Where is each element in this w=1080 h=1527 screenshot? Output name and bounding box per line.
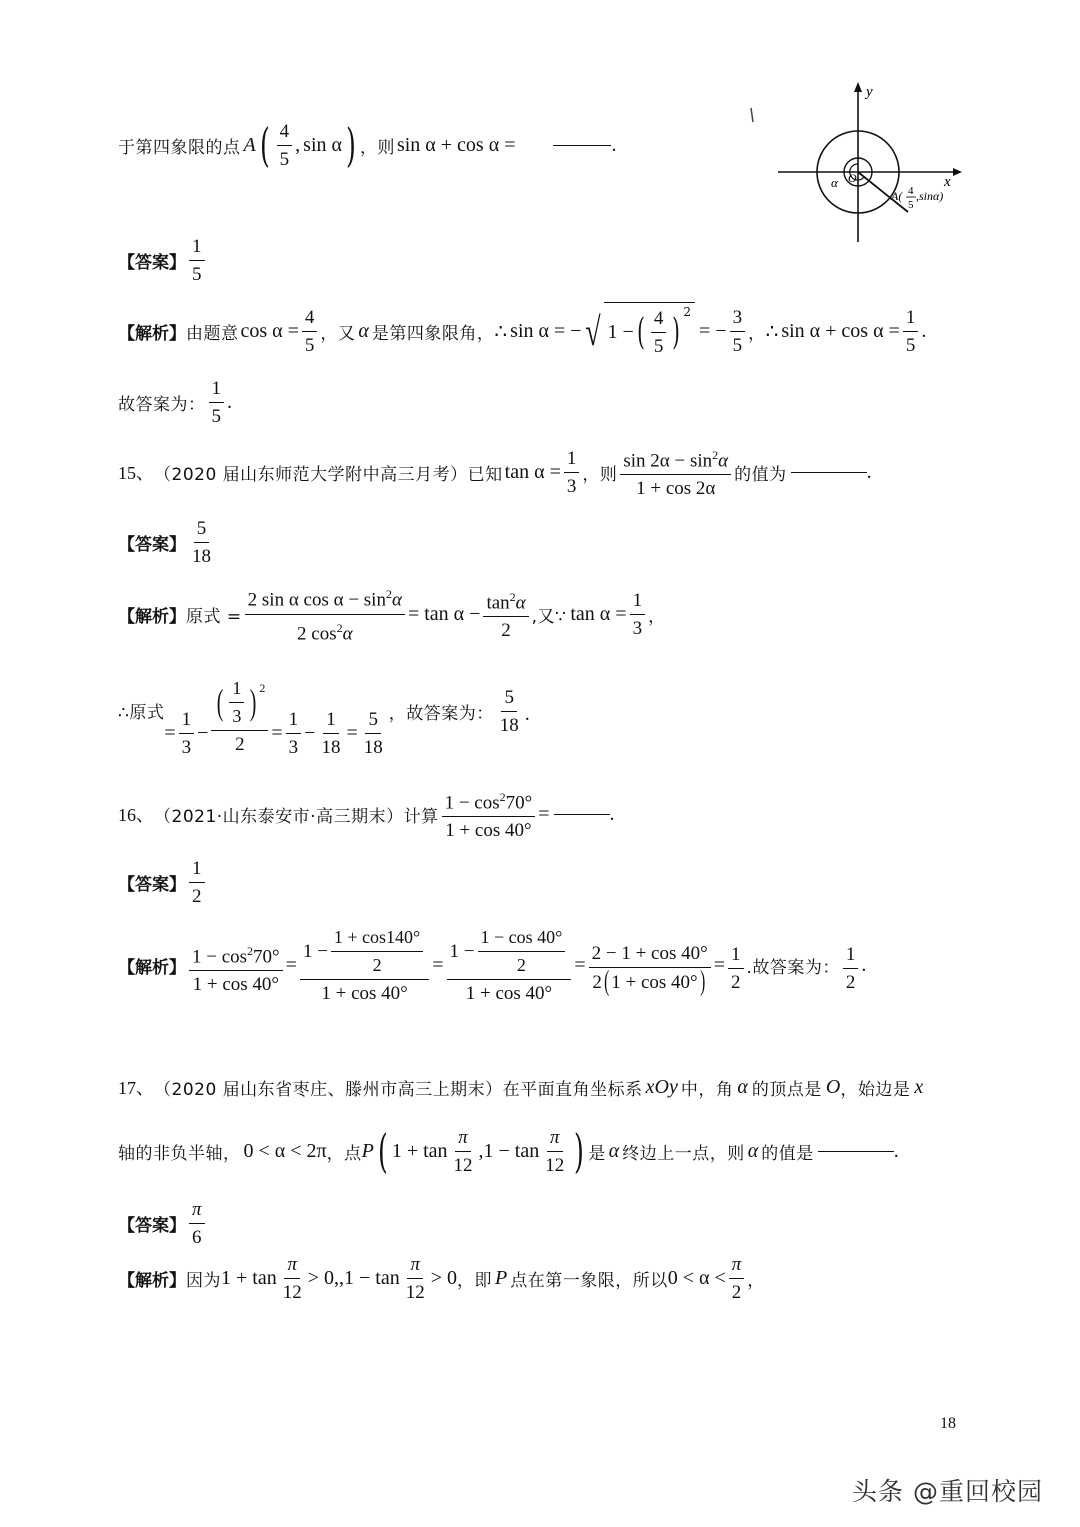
svg-text:5: 5: [908, 199, 914, 211]
q17-jiexi: 【解析】 因为 1 + tan $\frac{\pi}{12}$ > 0, ,1 − tan $\frac{\pi}{12}$ > 0 ，即 P 点在第一象限，所以 0 < α < $\frac{\pi}{2}$ ，: [118, 1250, 765, 1306]
point-a-label: A(: [891, 189, 903, 203]
square-root: √ 1 − ( $\frac{4}{5}$ ) 2: [582, 302, 695, 360]
q14-stem: 于第四象限的点 A ( $\frac{4}{5}$ , sin α ) ，则 sin α + cos α = .: [118, 118, 617, 172]
answer-fraction: $\frac{1}{5}$: [189, 233, 205, 288]
q15-stem: 15、 （2020 届山东师范大学附中高三月考）已知 tan α = $\frac{1}{3}$ ，则 $\frac{\sin 2\alpha - \sin^2\alpha}{1 + \cos 2\alpha}$ 的值为 .: [118, 442, 872, 502]
y-axis-label: y: [866, 84, 873, 100]
answer-blank: [554, 813, 610, 815]
answer-blank: [553, 144, 611, 146]
q16-answer: 【答案】 $\frac{1}{2}$: [118, 852, 208, 912]
q14-conclusion: 故答案为： $\frac{1}{5}$ .: [118, 374, 232, 430]
svg-text:4: 4: [908, 185, 914, 197]
page-number: 18: [940, 1415, 956, 1432]
alpha-label: α: [831, 175, 838, 190]
svg-text:,sinα): ,sinα): [916, 189, 944, 203]
watermark: 头条 @重回校园: [852, 1477, 1043, 1506]
x-axis-label: x: [944, 174, 951, 190]
q17-stem-line2: 轴的非负半轴， 0 < α < 2π ，点 P ( 1 + tan $\frac{\pi}{12}$ ,1 − tan $\frac{\pi}{12}$ ) 是 α 终边上一点，则 α 的值是 .: [118, 1124, 899, 1178]
fraction-4-5: $\frac{4}{5}$: [277, 118, 293, 173]
q15-jiexi-line2: ∴原式 = $\frac{1}{3}$ − ( $\frac{1}{3}$ ) 2 2 = $\frac{1}{3}$ − $\frac{1}{18}$ = $\frac{5}{18}$ ，故答案为： $\frac{5}{18}$ .: [118, 668, 530, 760]
origin-label: O: [848, 171, 857, 185]
q15-jiexi: 【解析】 原式 = $\frac{2 \sin \alpha \cos \alpha - \sin^2\alpha}{2 \cos^2\alpha}$ = tan α − $\frac{\tan^2\alpha}{2}$ ,又∵ tan α = $\frac{1}{3}$ ，: [118, 584, 666, 644]
q15-answer: 【答案】 $\frac{5}{18}$: [118, 512, 217, 572]
q15-expression: $\frac{\sin 2\alpha - \sin^2\alpha}{1 + \cos 2\alpha}$: [620, 442, 731, 502]
answer-blank: [791, 471, 867, 473]
unit-circle-figure: [748, 70, 968, 250]
q17-stem-line1: 17、 （2020 届山东省枣庄、滕州市高三上期末）在平面直角坐标系 xOy 中，角 α 的顶点是 O ，始边是 x: [118, 1075, 924, 1100]
answer-blank: [818, 1150, 894, 1152]
q17-answer: 【答案】 $\frac{\pi}{6}$: [118, 1196, 208, 1250]
q16-stem: 16、 （2021·山东泰安市·高三期末）计算 $\frac{1 - \cos^270^\circ}{1 + \cos 40^\circ}$ = .: [118, 784, 615, 844]
q14-jiexi: 【解析】 由题意 cos α = $\frac{4}{5}$ ，又 α 是第四象限角， ∴ sin α = − √ 1 − ( $\frac{4}{5}$ ) 2 = − $\frac{3}{5}$ ， ∴ sin α + cos α = $\frac{1}{5}$ .: [118, 296, 926, 366]
q14-answer: 【答案】 $\frac{1}{5}$: [118, 230, 208, 290]
q16-jiexi: 【解析】 $\frac{1 - \cos^270^\circ}{1 + \cos 40^\circ}$ = 1 − $\frac{1 + \cos 140^\circ}{2}$ 1 + cos 40° = 1 − $\frac{1 - \cos 40^\circ}{2}$ 1 + cos 40° = 2 − 1 + cos 40° 2 ( 1 + cos 40° ) = $\frac{1}{2}$ .故答案为： $\frac{1}{2}$ .: [118, 920, 866, 1010]
